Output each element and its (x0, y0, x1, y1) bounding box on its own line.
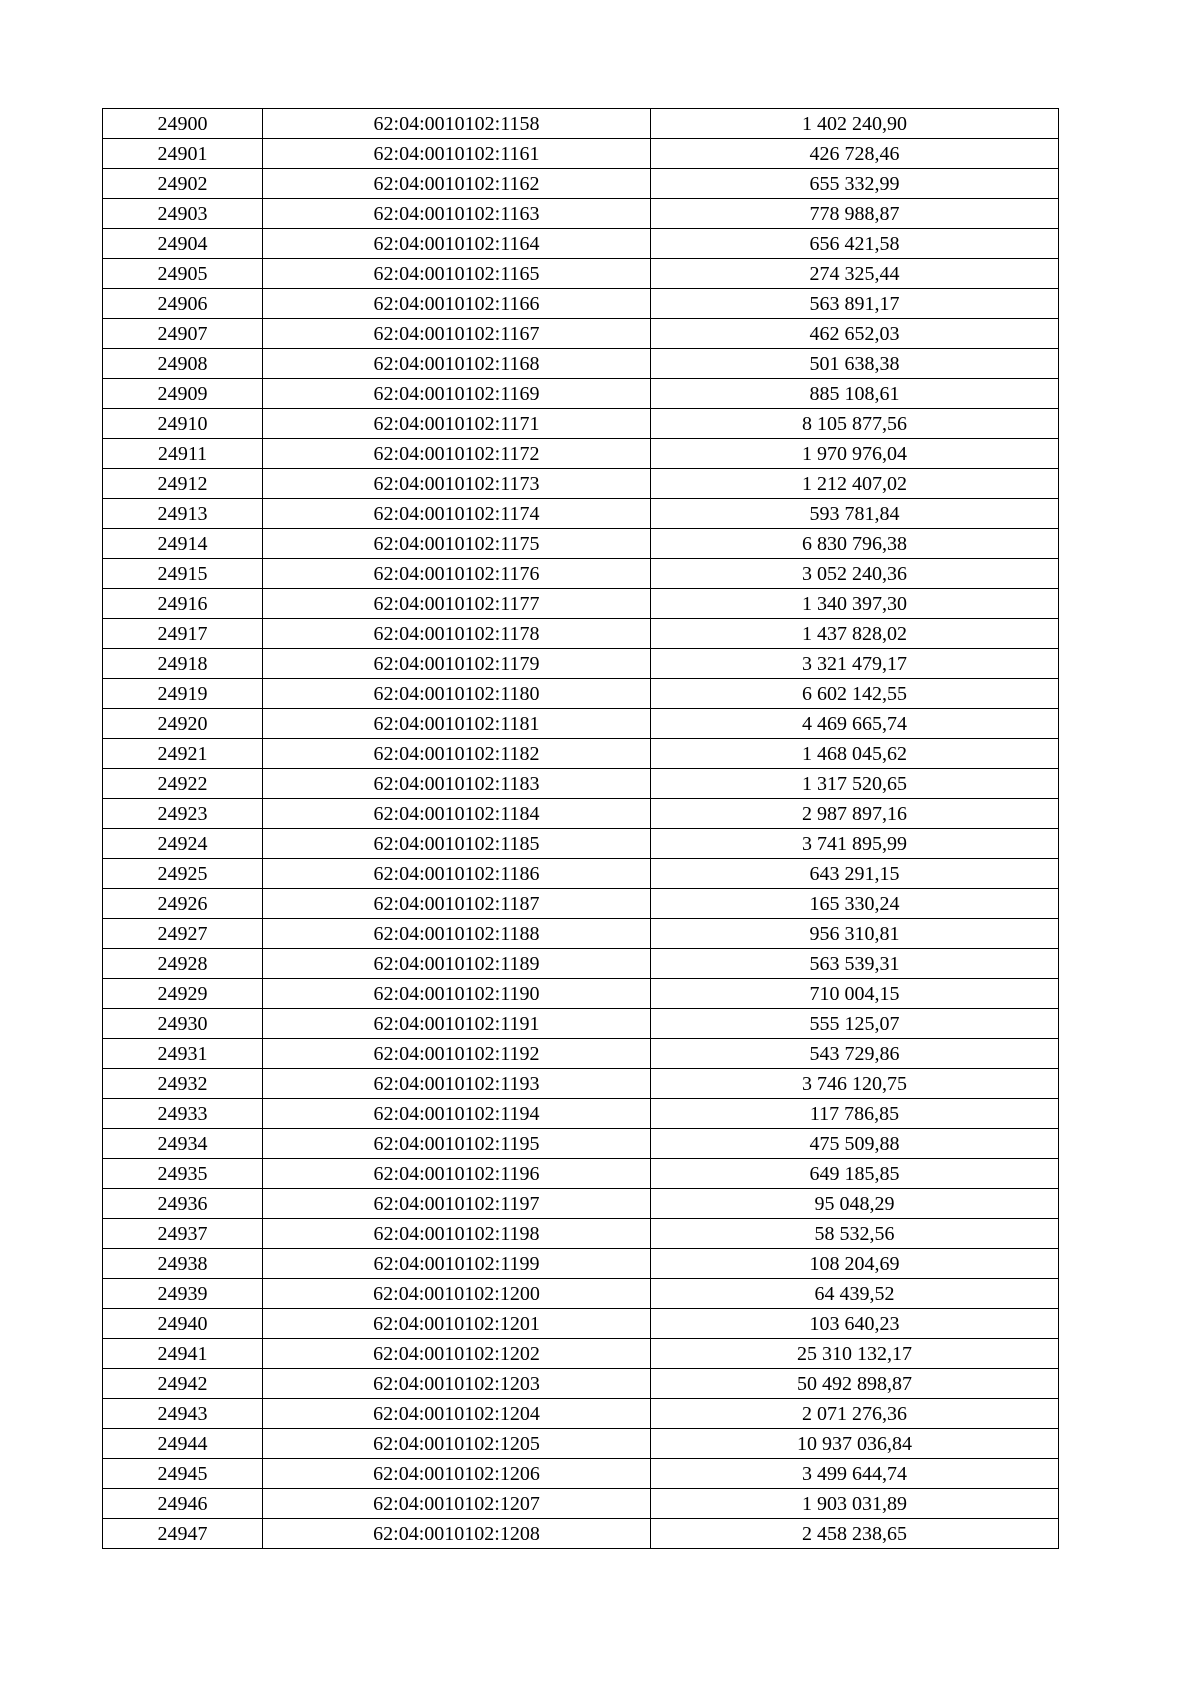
table-row (103, 1039, 1059, 1069)
cadastral-number-cell: 62:04:0010102:1185 (263, 829, 651, 859)
cadastral-number-cell: 62:04:0010102:1194 (263, 1099, 651, 1129)
table-body (103, 109, 1059, 1549)
row-number-cell: 24947 (103, 1519, 263, 1549)
row-number-cell: 24942 (103, 1369, 263, 1399)
cadastral-value-cell: 4 469 665,74 (651, 709, 1059, 739)
cadastral-number-cell: 62:04:0010102:1204 (263, 1399, 651, 1429)
row-number-cell: 24922 (103, 769, 263, 799)
cadastral-value-cell: 3 746 120,75 (651, 1069, 1059, 1099)
cadastral-number-cell: 62:04:0010102:1172 (263, 439, 651, 469)
row-number-cell: 24938 (103, 1249, 263, 1279)
table-row (103, 319, 1059, 349)
table-row (103, 439, 1059, 469)
cadastral-number-cell: 62:04:0010102:1174 (263, 499, 651, 529)
cadastral-number-cell: 62:04:0010102:1177 (263, 589, 651, 619)
table-row (103, 229, 1059, 259)
table-row (103, 709, 1059, 739)
row-number-cell: 24913 (103, 499, 263, 529)
cadastral-value-cell: 3 741 895,99 (651, 829, 1059, 859)
cadastral-number-cell: 62:04:0010102:1196 (263, 1159, 651, 1189)
cadastral-value-cell: 103 640,23 (651, 1309, 1059, 1339)
table-row (103, 259, 1059, 289)
row-number-cell: 24918 (103, 649, 263, 679)
cadastral-number-cell: 62:04:0010102:1165 (263, 259, 651, 289)
cadastral-value-cell: 2 458 238,65 (651, 1519, 1059, 1549)
cadastral-value-cell: 6 830 796,38 (651, 529, 1059, 559)
cadastral-number-cell: 62:04:0010102:1186 (263, 859, 651, 889)
table-row (103, 409, 1059, 439)
row-number-cell: 24907 (103, 319, 263, 349)
row-number-cell: 24935 (103, 1159, 263, 1189)
cadastral-value-cell: 1 212 407,02 (651, 469, 1059, 499)
table-row (103, 109, 1059, 139)
cadastral-value-cell: 1 402 240,90 (651, 109, 1059, 139)
cadastral-value-cell: 50 492 898,87 (651, 1369, 1059, 1399)
cadastral-number-cell: 62:04:0010102:1158 (263, 109, 651, 139)
row-number-cell: 24936 (103, 1189, 263, 1219)
cadastral-number-cell: 62:04:0010102:1202 (263, 1339, 651, 1369)
cadastral-number-cell: 62:04:0010102:1201 (263, 1309, 651, 1339)
row-number-cell: 24924 (103, 829, 263, 859)
table-row (103, 949, 1059, 979)
row-number-cell: 24917 (103, 619, 263, 649)
cadastral-value-cell: 3 052 240,36 (651, 559, 1059, 589)
row-number-cell: 24902 (103, 169, 263, 199)
table-row (103, 199, 1059, 229)
cadastral-value-cell: 95 048,29 (651, 1189, 1059, 1219)
cadastral-value-cell: 563 891,17 (651, 289, 1059, 319)
row-number-cell: 24943 (103, 1399, 263, 1429)
table-row (103, 1099, 1059, 1129)
row-number-cell: 24900 (103, 109, 263, 139)
cadastral-number-cell: 62:04:0010102:1203 (263, 1369, 651, 1399)
table-row (103, 139, 1059, 169)
table-row (103, 349, 1059, 379)
row-number-cell: 24941 (103, 1339, 263, 1369)
cadastral-number-cell: 62:04:0010102:1181 (263, 709, 651, 739)
table-row (103, 859, 1059, 889)
row-number-cell: 24928 (103, 949, 263, 979)
row-number-cell: 24945 (103, 1459, 263, 1489)
row-number-cell: 24940 (103, 1309, 263, 1339)
cadastral-value-cell: 2 071 276,36 (651, 1399, 1059, 1429)
cadastral-value-cell: 543 729,86 (651, 1039, 1059, 1069)
cadastral-value-cell: 563 539,31 (651, 949, 1059, 979)
cadastral-number-cell: 62:04:0010102:1191 (263, 1009, 651, 1039)
row-number-cell: 24911 (103, 439, 263, 469)
row-number-cell: 24925 (103, 859, 263, 889)
table-row (103, 1279, 1059, 1309)
table-row (103, 1249, 1059, 1279)
table-row (103, 619, 1059, 649)
cadastral-value-cell: 2 987 897,16 (651, 799, 1059, 829)
cadastral-value-cell: 426 728,46 (651, 139, 1059, 169)
cadastral-number-cell: 62:04:0010102:1199 (263, 1249, 651, 1279)
cadastral-number-cell: 62:04:0010102:1161 (263, 139, 651, 169)
row-number-cell: 24901 (103, 139, 263, 169)
row-number-cell: 24932 (103, 1069, 263, 1099)
table-row (103, 1069, 1059, 1099)
cadastral-value-cell: 64 439,52 (651, 1279, 1059, 1309)
table-row (103, 1309, 1059, 1339)
table-row (103, 799, 1059, 829)
cadastral-number-cell: 62:04:0010102:1189 (263, 949, 651, 979)
cadastral-value-cell: 710 004,15 (651, 979, 1059, 1009)
table-row (103, 1159, 1059, 1189)
cadastral-value-cell: 643 291,15 (651, 859, 1059, 889)
row-number-cell: 24939 (103, 1279, 263, 1309)
table-row (103, 1489, 1059, 1519)
table-row (103, 1429, 1059, 1459)
cadastral-value-cell: 1 468 045,62 (651, 739, 1059, 769)
table-row (103, 1129, 1059, 1159)
row-number-cell: 24912 (103, 469, 263, 499)
cadastral-value-cell: 501 638,38 (651, 349, 1059, 379)
row-number-cell: 24905 (103, 259, 263, 289)
cadastral-value-table (102, 108, 1059, 1549)
cadastral-number-cell: 62:04:0010102:1195 (263, 1129, 651, 1159)
cadastral-number-cell: 62:04:0010102:1184 (263, 799, 651, 829)
table-row (103, 679, 1059, 709)
table-row (103, 829, 1059, 859)
cadastral-value-cell: 3 321 479,17 (651, 649, 1059, 679)
row-number-cell: 24919 (103, 679, 263, 709)
cadastral-number-cell: 62:04:0010102:1207 (263, 1489, 651, 1519)
table-row (103, 1219, 1059, 1249)
table-row (103, 469, 1059, 499)
cadastral-number-cell: 62:04:0010102:1162 (263, 169, 651, 199)
row-number-cell: 24923 (103, 799, 263, 829)
table-row (103, 919, 1059, 949)
cadastral-value-cell: 1 340 397,30 (651, 589, 1059, 619)
row-number-cell: 24921 (103, 739, 263, 769)
cadastral-value-cell: 117 786,85 (651, 1099, 1059, 1129)
cadastral-number-cell: 62:04:0010102:1183 (263, 769, 651, 799)
cadastral-value-cell: 649 185,85 (651, 1159, 1059, 1189)
row-number-cell: 24906 (103, 289, 263, 319)
cadastral-value-cell: 462 652,03 (651, 319, 1059, 349)
row-number-cell: 24931 (103, 1039, 263, 1069)
cadastral-number-cell: 62:04:0010102:1188 (263, 919, 651, 949)
table-row (103, 769, 1059, 799)
cadastral-value-cell: 1 970 976,04 (651, 439, 1059, 469)
row-number-cell: 24910 (103, 409, 263, 439)
cadastral-number-cell: 62:04:0010102:1166 (263, 289, 651, 319)
cadastral-value-cell: 3 499 644,74 (651, 1459, 1059, 1489)
cadastral-value-cell: 885 108,61 (651, 379, 1059, 409)
cadastral-value-cell: 58 532,56 (651, 1219, 1059, 1249)
table-row (103, 1009, 1059, 1039)
cadastral-number-cell: 62:04:0010102:1164 (263, 229, 651, 259)
row-number-cell: 24916 (103, 589, 263, 619)
cadastral-number-cell: 62:04:0010102:1168 (263, 349, 651, 379)
row-number-cell: 24946 (103, 1489, 263, 1519)
table-row (103, 169, 1059, 199)
cadastral-value-cell: 1 437 828,02 (651, 619, 1059, 649)
cadastral-number-cell: 62:04:0010102:1167 (263, 319, 651, 349)
table-row (103, 1519, 1059, 1549)
cadastral-number-cell: 62:04:0010102:1208 (263, 1519, 651, 1549)
cadastral-number-cell: 62:04:0010102:1193 (263, 1069, 651, 1099)
table-row (103, 499, 1059, 529)
cadastral-number-cell: 62:04:0010102:1192 (263, 1039, 651, 1069)
table-row (103, 379, 1059, 409)
table-row (103, 649, 1059, 679)
row-number-cell: 24920 (103, 709, 263, 739)
cadastral-number-cell: 62:04:0010102:1205 (263, 1429, 651, 1459)
cadastral-value-cell: 956 310,81 (651, 919, 1059, 949)
table-row (103, 979, 1059, 1009)
row-number-cell: 24933 (103, 1099, 263, 1129)
row-number-cell: 24944 (103, 1429, 263, 1459)
cadastral-value-cell: 274 325,44 (651, 259, 1059, 289)
row-number-cell: 24930 (103, 1009, 263, 1039)
row-number-cell: 24909 (103, 379, 263, 409)
table-row (103, 1399, 1059, 1429)
cadastral-value-cell: 10 937 036,84 (651, 1429, 1059, 1459)
cadastral-number-cell: 62:04:0010102:1190 (263, 979, 651, 1009)
row-number-cell: 24914 (103, 529, 263, 559)
cadastral-value-cell: 655 332,99 (651, 169, 1059, 199)
table-row (103, 1189, 1059, 1219)
row-number-cell: 24908 (103, 349, 263, 379)
cadastral-number-cell: 62:04:0010102:1197 (263, 1189, 651, 1219)
cadastral-value-cell: 593 781,84 (651, 499, 1059, 529)
cadastral-number-cell: 62:04:0010102:1179 (263, 649, 651, 679)
cadastral-value-cell: 108 204,69 (651, 1249, 1059, 1279)
row-number-cell: 24903 (103, 199, 263, 229)
cadastral-value-cell: 165 330,24 (651, 889, 1059, 919)
row-number-cell: 24927 (103, 919, 263, 949)
cadastral-number-cell: 62:04:0010102:1171 (263, 409, 651, 439)
cadastral-value-cell: 1 903 031,89 (651, 1489, 1059, 1519)
cadastral-number-cell: 62:04:0010102:1173 (263, 469, 651, 499)
row-number-cell: 24929 (103, 979, 263, 1009)
cadastral-value-cell: 656 421,58 (651, 229, 1059, 259)
row-number-cell: 24926 (103, 889, 263, 919)
row-number-cell: 24915 (103, 559, 263, 589)
cadastral-number-cell: 62:04:0010102:1169 (263, 379, 651, 409)
table-row (103, 739, 1059, 769)
cadastral-number-cell: 62:04:0010102:1163 (263, 199, 651, 229)
table-row (103, 559, 1059, 589)
row-number-cell: 24904 (103, 229, 263, 259)
cadastral-value-cell: 8 105 877,56 (651, 409, 1059, 439)
cadastral-number-cell: 62:04:0010102:1182 (263, 739, 651, 769)
cadastral-number-cell: 62:04:0010102:1175 (263, 529, 651, 559)
table-row (103, 589, 1059, 619)
table-row (103, 529, 1059, 559)
cadastral-value-cell: 778 988,87 (651, 199, 1059, 229)
cadastral-value-cell: 25 310 132,17 (651, 1339, 1059, 1369)
table-row (103, 1459, 1059, 1489)
row-number-cell: 24937 (103, 1219, 263, 1249)
cadastral-value-cell: 475 509,88 (651, 1129, 1059, 1159)
table-row (103, 289, 1059, 319)
cadastral-number-cell: 62:04:0010102:1198 (263, 1219, 651, 1249)
cadastral-number-cell: 62:04:0010102:1200 (263, 1279, 651, 1309)
table-row (103, 1369, 1059, 1399)
row-number-cell: 24934 (103, 1129, 263, 1159)
cadastral-number-cell: 62:04:0010102:1176 (263, 559, 651, 589)
cadastral-number-cell: 62:04:0010102:1206 (263, 1459, 651, 1489)
cadastral-number-cell: 62:04:0010102:1180 (263, 679, 651, 709)
cadastral-number-cell: 62:04:0010102:1187 (263, 889, 651, 919)
cadastral-number-cell: 62:04:0010102:1178 (263, 619, 651, 649)
cadastral-value-cell: 1 317 520,65 (651, 769, 1059, 799)
table-row (103, 889, 1059, 919)
cadastral-value-cell: 555 125,07 (651, 1009, 1059, 1039)
table-row (103, 1339, 1059, 1369)
cadastral-value-cell: 6 602 142,55 (651, 679, 1059, 709)
